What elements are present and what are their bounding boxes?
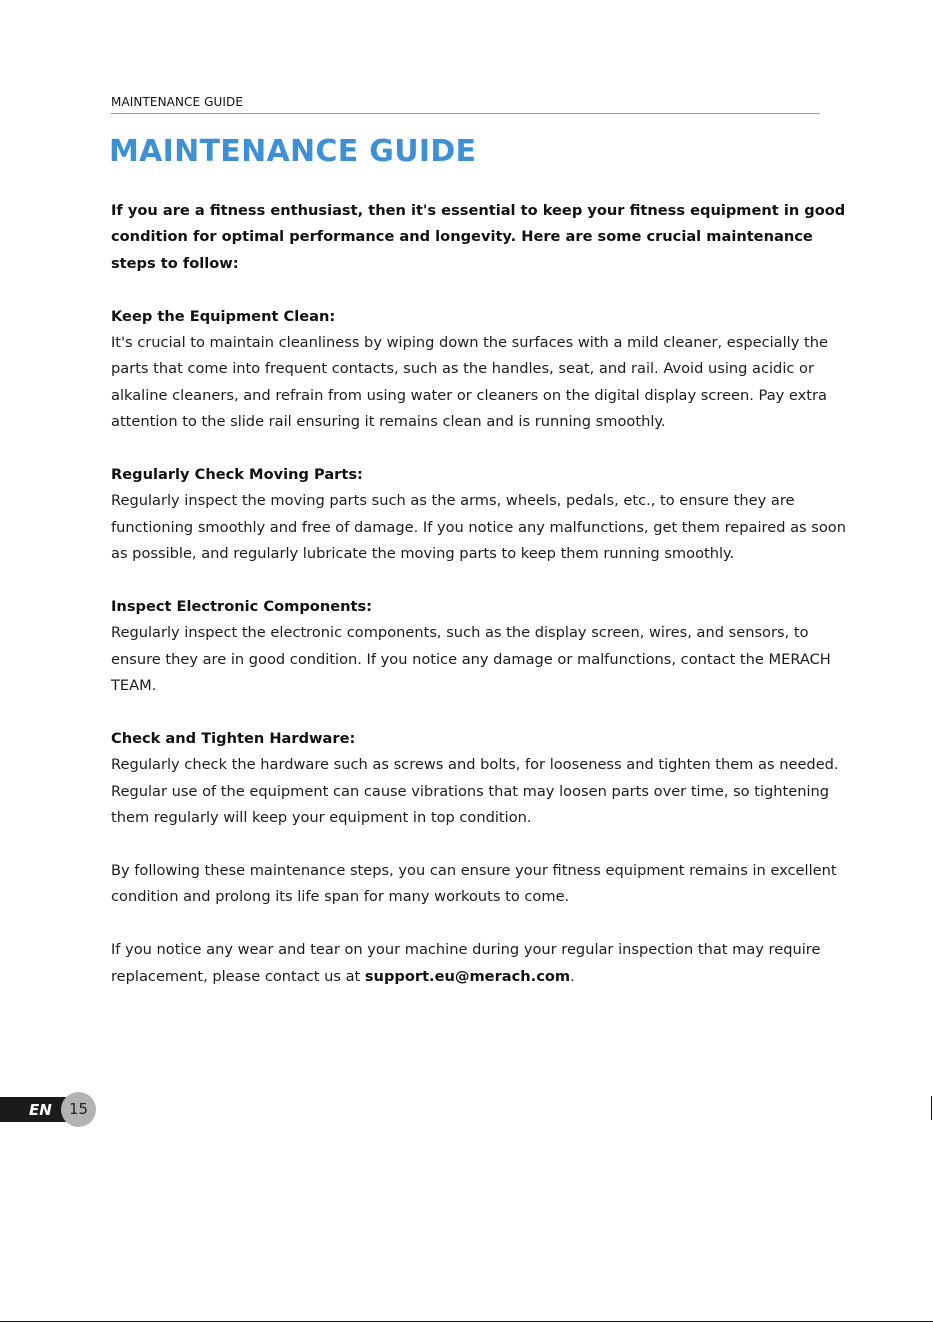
contact-paragraph: [111, 937, 851, 990]
section-body: Regularly inspect the electronic components, such as the display screen, wires, and sensors, to ensure they are in good condition. If you notice any damage or malfunctions, contact the MERACH TEAM.: [111, 624, 831, 695]
running-header: MAINTENANCE GUIDE: [111, 95, 244, 109]
crop-mark: [931, 1096, 932, 1120]
section-body: Regularly check the hardware such as screws and bolts, for looseness and tighten them as needed. Regular use of the equipment can cause vibrations that may loosen parts over time, so tightening them regularly will keep your equipment in top condition.: [111, 756, 839, 827]
section-heading: Regularly Check Moving Parts:: [111, 466, 363, 484]
support-email-link[interactable]: support.eu@merach.com: [364, 967, 571, 985]
section-moving-parts: [111, 462, 851, 568]
header-divider: [111, 113, 820, 114]
contact-period: .: [570, 967, 575, 985]
section-body: Regularly inspect the moving parts such as the arms, wheels, pedals, etc., to ensure they are functioning smoothly and free of damage. If you notice any malfunctions, get them repaired as soon as possible, and regularly lubricate the moving parts to keep them running smoothly.: [111, 492, 846, 563]
section-electronics: [111, 594, 851, 700]
section-heading: Keep the Equipment Clean:: [111, 307, 336, 325]
section-heading: Inspect Electronic Components:: [111, 598, 372, 616]
section-hardware: [111, 726, 851, 832]
section-clean: [111, 304, 851, 436]
language-label: EN: [29, 1101, 52, 1119]
intro-paragraph: If you are a fitness enthusiast, then it's essential to keep your fitness equipment in good condition for optimal performance and longevity. Here are some crucial maintenance steps to follow:: [111, 202, 846, 272]
page-number-badge: 15: [61, 1092, 96, 1127]
page-bottom-rule: [0, 1321, 933, 1322]
section-body: It's crucial to maintain cleanliness by wiping down the surfaces with a mild cleaner, especially the parts that come into frequent contacts, such as the handles, seat, and rail. Avoid using acidic or alkaline cleaners, and refrain from using water or cleaners on the digital display screen. Pay extra attention to the slide rail ensuring it remains clean and is running smoothly.: [111, 334, 828, 431]
section-heading: Check and Tighten Hardware:: [111, 730, 356, 748]
guide-content: [111, 198, 851, 1016]
closing-paragraph: By following these maintenance steps, you can ensure your fitness equipment remains in excellent condition and prolong its life span for many workouts to come.: [111, 862, 837, 906]
page-title: MAINTENANCE GUIDE: [109, 134, 477, 169]
contact-text: If you notice any wear and tear on your machine during your regular inspection that may require replacement, please contact us at: [111, 941, 821, 985]
